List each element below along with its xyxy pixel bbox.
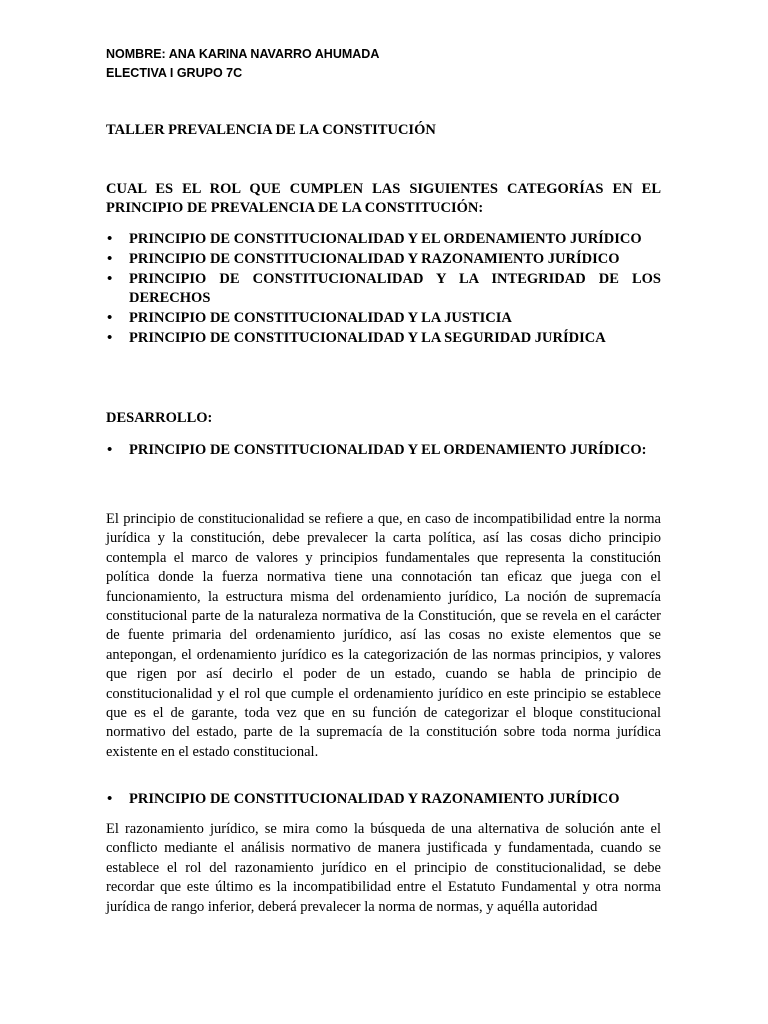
list-item: • PRINCIPIO DE CONSTITUCIONALIDAD Y LA JUSTICIA [106,309,661,328]
list-item: • PRINCIPIO DE CONSTITUCIONALIDAD Y RAZONAMIENTO JURÍDICO [106,250,661,269]
student-name: NOMBRE: ANA KARINA NAVARRO AHUMADA [106,47,380,61]
question-text: CUAL ES EL ROL QUE CUMPLEN LAS SIGUIENTES CATEGORÍAS EN EL PRINCIPIO DE PREVALENCIA DE LA CONSTITUCIÓN: [106,181,661,216]
section2-heading-list [106,790,661,810]
list-item: • PRINCIPIO DE CONSTITUCIONALIDAD Y EL ORDENAMIENTO JURÍDICO [106,230,661,249]
student-group: ELECTIVA I GRUPO 7C [106,66,243,80]
document-title: TALLER PREVALENCIA DE LA CONSTITUCIÓN [106,122,436,138]
development-label: DESARROLLO: [106,410,213,426]
list-item: • PRINCIPIO DE CONSTITUCIONALIDAD Y LA INTEGRIDAD DE LOS DERECHOS [106,270,661,308]
categories-list [106,230,661,349]
section2-heading: • PRINCIPIO DE CONSTITUCIONALIDAD Y RAZONAMIENTO JURÍDICO [106,790,661,809]
section1-body: El principio de constitucionalidad se refiere a que, en caso de incompatibilidad entre la norma jurídica y la constitución, debe prevalecer la carta política, así las cosas dicho principio contempla el marco de valores y principios fundamentales que representa la constitución política donde la fuerza normativa tiene una connotación tan eficaz que juega con el funcionamiento, la estructura misma del ordenamiento jurídico, La noción de supremacía constitucional parte de la naturaleza normativa de la Constitución, que se revela en el carácter de fuente primaria del ordenamiento jurídico, así las cosas no existe elementos que se antepongan, el ordenamiento jurídico es la categorización de las normas principios, y valores que rigen por así decirlo el poder de un estado, cuando se habla de principio de constitucionalidad y el rol que cumple el ordenamiento jurídico en este principio se establece que es el de garante, toda vez que en su función de categorizar el bloque constitucional normativo del estado, parte de la supremacía de la constitución sobre toda norma jurídica existente en el estado constitucional. [106,511,661,760]
section1-heading: • PRINCIPIO DE CONSTITUCIONALIDAD Y EL ORDENAMIENTO JURÍDICO: [106,441,661,460]
section2-body: El razonamiento jurídico, se mira como la búsqueda de una alternativa de solución ante el conflicto mediante el análisis normativo de manera justificada y fundamentada, cuando se establece el rol del razonamiento jurídico en el principio de constitucionalidad, se debe recordar que este último es la incompatibilidad entre el Estatuto Fundamental y otra norma jurídica de rango inferior, deberá prevalecer la norma de normas, y aquélla autoridad [106,821,661,915]
list-item: • PRINCIPIO DE CONSTITUCIONALIDAD Y LA SEGURIDAD JURÍDICA [106,329,661,348]
section1-heading-list [106,441,661,461]
